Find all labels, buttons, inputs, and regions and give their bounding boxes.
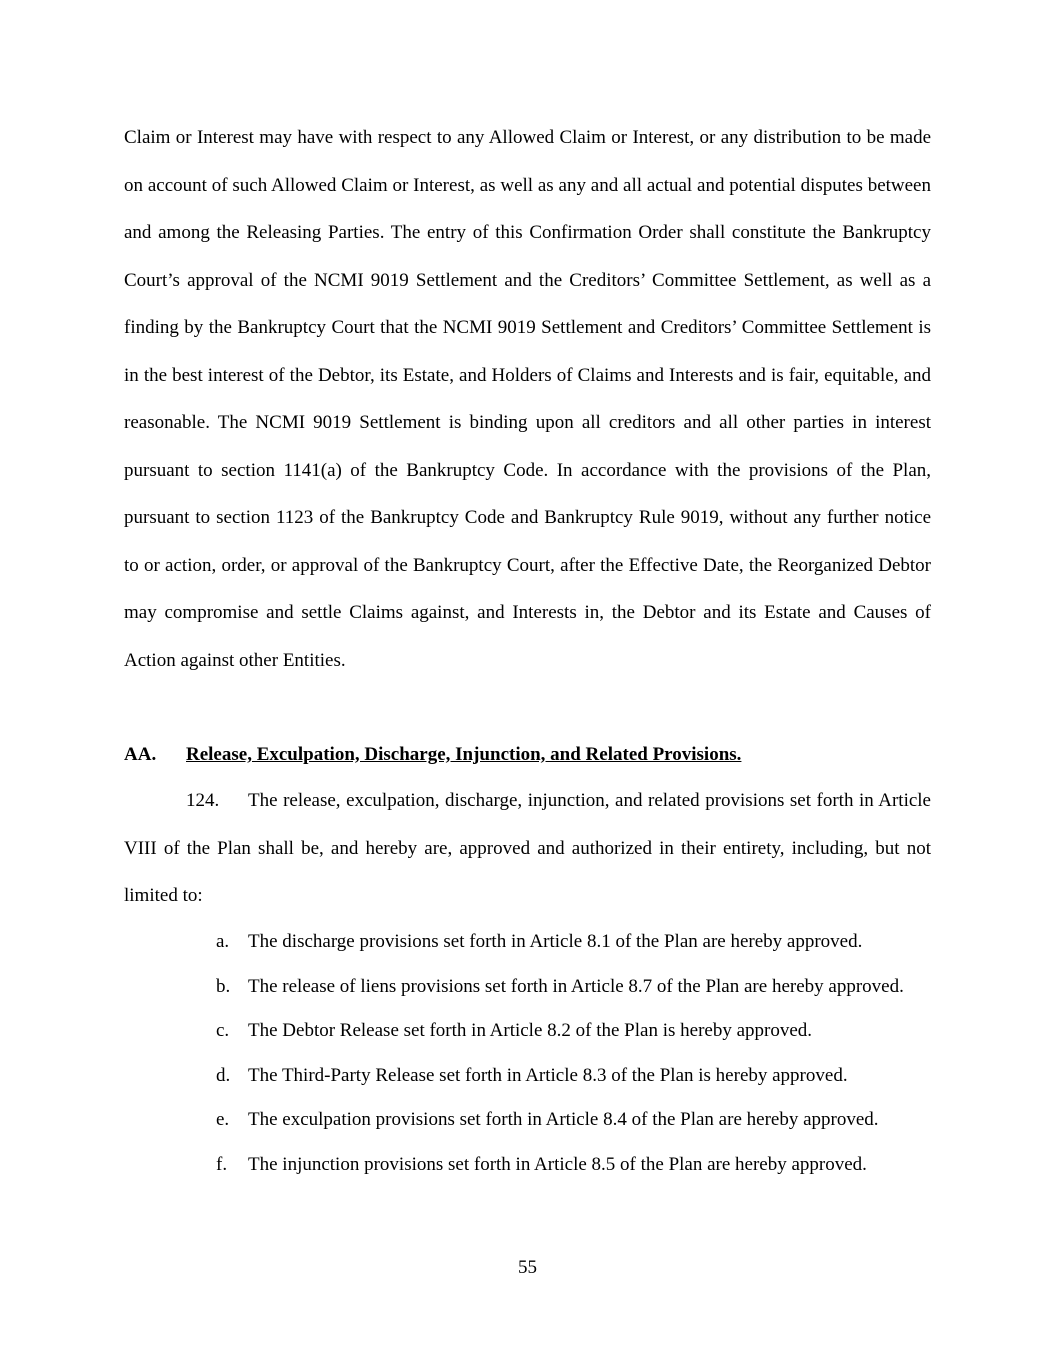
paragraph-number: 124. [186, 790, 220, 811]
list-marker: b. [216, 975, 231, 997]
list-item [216, 1019, 931, 1043]
page-number: 55 [518, 1257, 537, 1278]
list-item [216, 1064, 931, 1088]
list-item-text: The exculpation provisions set forth in Article 8.4 of the Plan are hereby approved. [248, 1109, 879, 1130]
list-marker: c. [216, 1020, 230, 1041]
list-marker: a. [216, 931, 230, 952]
provisions-list [216, 930, 931, 1197]
list-marker: f. [216, 1153, 228, 1175]
list-item-text: The Debtor Release set forth in Article 8.2 of the Plan is hereby approved. [248, 1020, 813, 1041]
list-marker: d. [216, 1064, 231, 1086]
list-item-text: The injunction provisions set forth in Article 8.5 of the Plan are hereby approved. [248, 1153, 867, 1175]
section-heading [124, 742, 931, 768]
list-item-text: The Third-Party Release set forth in Article 8.3 of the Plan is hereby approved. [248, 1064, 848, 1086]
paragraph-124 [124, 777, 931, 920]
list-item-text: The release of liens provisions set forth in Article 8.7 of the Plan are hereby approved. [248, 975, 904, 997]
list-marker: e. [216, 1109, 230, 1130]
section-number: AA. [124, 744, 157, 765]
paragraph-text: The release, exculpation, discharge, injunction, and related provisions set forth in Article VIII of the Plan shall be, and hereby are, approved and authorized in their entirety, including, but not limited to: [124, 790, 931, 906]
list-item [216, 1153, 931, 1177]
list-item [216, 1108, 931, 1132]
list-item-text: The discharge provisions set forth in Article 8.1 of the Plan are hereby approved. [248, 931, 863, 952]
continuation-paragraph: Claim or Interest may have with respect to any Allowed Claim or Interest, or any distribution to be made on account of such Allowed Claim or Interest, as well as any and all actual and potential disputes between and among the Releasing Parties. The entry of this Confirmation Order shall constitute the Bankruptcy Court’s approval of the NCMI 9019 Settlement and the Creditors’ Committee Settlement, as well as a finding by the Bankruptcy Court that the NCMI 9019 Settlement and Creditors’ Committee Settlement is in the best interest of the Debtor, its Estate, and Holders of Claims and Interests and is fair, equitable, and reasonable. The NCMI 9019 Settlement is binding upon all creditors and all other parties in interest pursuant to section 1141(a) of the Bankruptcy Code. In accordance with the provisions of the Plan, pursuant to section 1123 of the Bankruptcy Code and Bankruptcy Rule 9019, without any further notice to or action, order, or approval of the Bankruptcy Court, after the Effective Date, the Reorganized Debtor may compromise and settle Claims against, and Interests in, the Debtor and its Estate and Causes of Action against other Entities. [124, 127, 931, 671]
document-page [124, 0, 931, 1365]
list-item [216, 975, 931, 999]
section-title: Release, Exculpation, Discharge, Injunction, and Related Provisions. [186, 744, 742, 765]
list-item [216, 930, 931, 954]
